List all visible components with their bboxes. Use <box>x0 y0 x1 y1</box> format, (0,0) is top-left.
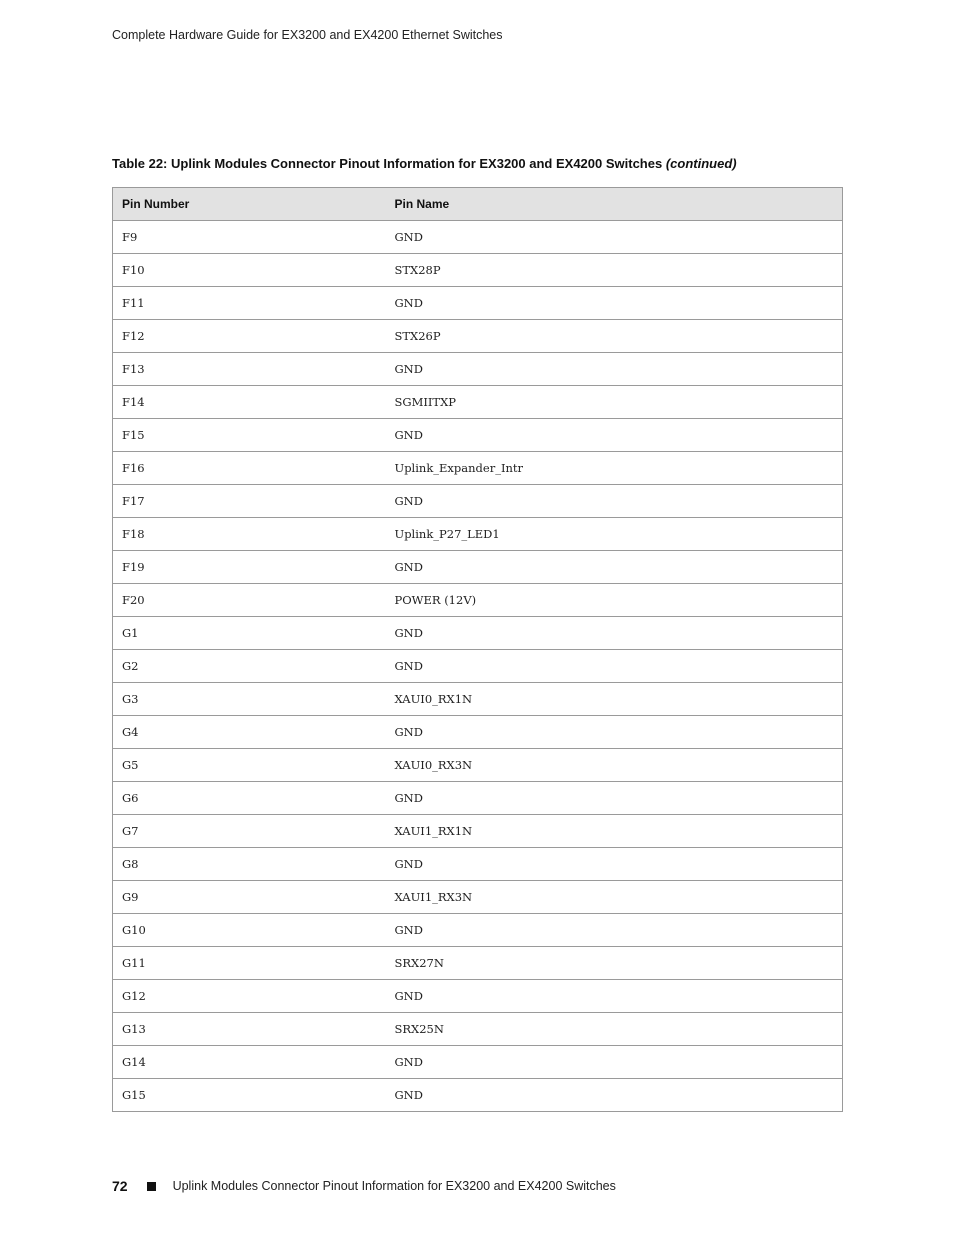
cell-pin-name: XAUI1_RX1N <box>386 815 843 848</box>
cell-pin-name: SRX25N <box>386 1013 843 1046</box>
cell-pin-number: G4 <box>113 716 386 749</box>
cell-pin-number: G6 <box>113 782 386 815</box>
page-number: 72 <box>112 1178 128 1194</box>
table-row <box>113 683 843 716</box>
table-row <box>113 782 843 815</box>
page-footer <box>112 1178 616 1194</box>
pinout-table <box>112 187 843 1112</box>
cell-pin-name: XAUI1_RX3N <box>386 881 843 914</box>
table-row <box>113 452 843 485</box>
cell-pin-number: G14 <box>113 1046 386 1079</box>
cell-pin-name: GND <box>386 221 843 254</box>
cell-pin-name: GND <box>386 848 843 881</box>
cell-pin-number: G10 <box>113 914 386 947</box>
cell-pin-number: G9 <box>113 881 386 914</box>
cell-pin-name: GND <box>386 287 843 320</box>
cell-pin-number: F16 <box>113 452 386 485</box>
cell-pin-name: GND <box>386 650 843 683</box>
cell-pin-number: G3 <box>113 683 386 716</box>
cell-pin-name: GND <box>386 617 843 650</box>
cell-pin-number: F11 <box>113 287 386 320</box>
cell-pin-number: G12 <box>113 980 386 1013</box>
table-row <box>113 221 843 254</box>
cell-pin-name: GND <box>386 419 843 452</box>
pinout-table-body <box>113 221 843 1112</box>
table-row <box>113 848 843 881</box>
cell-pin-number: G2 <box>113 650 386 683</box>
cell-pin-name: POWER (12V) <box>386 584 843 617</box>
cell-pin-number: F19 <box>113 551 386 584</box>
cell-pin-number: F17 <box>113 485 386 518</box>
running-header: Complete Hardware Guide for EX3200 and EX4200 Ethernet Switches <box>112 28 503 42</box>
cell-pin-number: F10 <box>113 254 386 287</box>
cell-pin-name: GND <box>386 914 843 947</box>
cell-pin-name: Uplink_Expander_Intr <box>386 452 843 485</box>
cell-pin-name: SGMIITXP <box>386 386 843 419</box>
cell-pin-name: STX26P <box>386 320 843 353</box>
table-row <box>113 1013 843 1046</box>
cell-pin-name: XAUI0_RX3N <box>386 749 843 782</box>
cell-pin-number: G11 <box>113 947 386 980</box>
cell-pin-number: F18 <box>113 518 386 551</box>
cell-pin-name: GND <box>386 485 843 518</box>
table-row <box>113 419 843 452</box>
cell-pin-number: G1 <box>113 617 386 650</box>
table-caption-title: Table 22: Uplink Modules Connector Pinout Information for EX3200 and EX4200 Switches <box>112 156 663 171</box>
table-row <box>113 617 843 650</box>
cell-pin-number: G13 <box>113 1013 386 1046</box>
cell-pin-name: GND <box>386 1046 843 1079</box>
table-row <box>113 881 843 914</box>
table-row <box>113 980 843 1013</box>
table-row <box>113 947 843 980</box>
cell-pin-name: GND <box>386 551 843 584</box>
cell-pin-name: STX28P <box>386 254 843 287</box>
table-row <box>113 353 843 386</box>
table-row <box>113 914 843 947</box>
cell-pin-name: XAUI0_RX1N <box>386 683 843 716</box>
table-row <box>113 1079 843 1112</box>
cell-pin-name: SRX27N <box>386 947 843 980</box>
cell-pin-name: GND <box>386 782 843 815</box>
cell-pin-number: F15 <box>113 419 386 452</box>
cell-pin-name: Uplink_P27_LED1 <box>386 518 843 551</box>
cell-pin-number: F13 <box>113 353 386 386</box>
cell-pin-name: GND <box>386 353 843 386</box>
cell-pin-number: G8 <box>113 848 386 881</box>
column-header-pin-number: Pin Number <box>113 188 386 221</box>
table-row <box>113 386 843 419</box>
square-bullet-icon <box>147 1182 156 1191</box>
footer-title: Uplink Modules Connector Pinout Information for EX3200 and EX4200 Switches <box>172 1179 616 1193</box>
cell-pin-number: G7 <box>113 815 386 848</box>
table-row <box>113 716 843 749</box>
cell-pin-name: GND <box>386 716 843 749</box>
table-row <box>113 254 843 287</box>
table-row <box>113 650 843 683</box>
cell-pin-name: GND <box>386 980 843 1013</box>
cell-pin-number: G5 <box>113 749 386 782</box>
cell-pin-number: G15 <box>113 1079 386 1112</box>
table-row <box>113 485 843 518</box>
table-row <box>113 815 843 848</box>
table-row <box>113 320 843 353</box>
table-row <box>113 518 843 551</box>
table-row <box>113 749 843 782</box>
table-caption-continued: (continued) <box>665 156 737 171</box>
cell-pin-name: GND <box>386 1079 843 1112</box>
table-header-row <box>113 188 843 221</box>
cell-pin-number: F20 <box>113 584 386 617</box>
cell-pin-number: F14 <box>113 386 386 419</box>
cell-pin-number: F12 <box>113 320 386 353</box>
column-header-pin-name: Pin Name <box>386 188 843 221</box>
table-row <box>113 551 843 584</box>
table-row <box>113 584 843 617</box>
table-caption <box>112 156 737 171</box>
table-row <box>113 287 843 320</box>
table-row <box>113 1046 843 1079</box>
cell-pin-number: F9 <box>113 221 386 254</box>
